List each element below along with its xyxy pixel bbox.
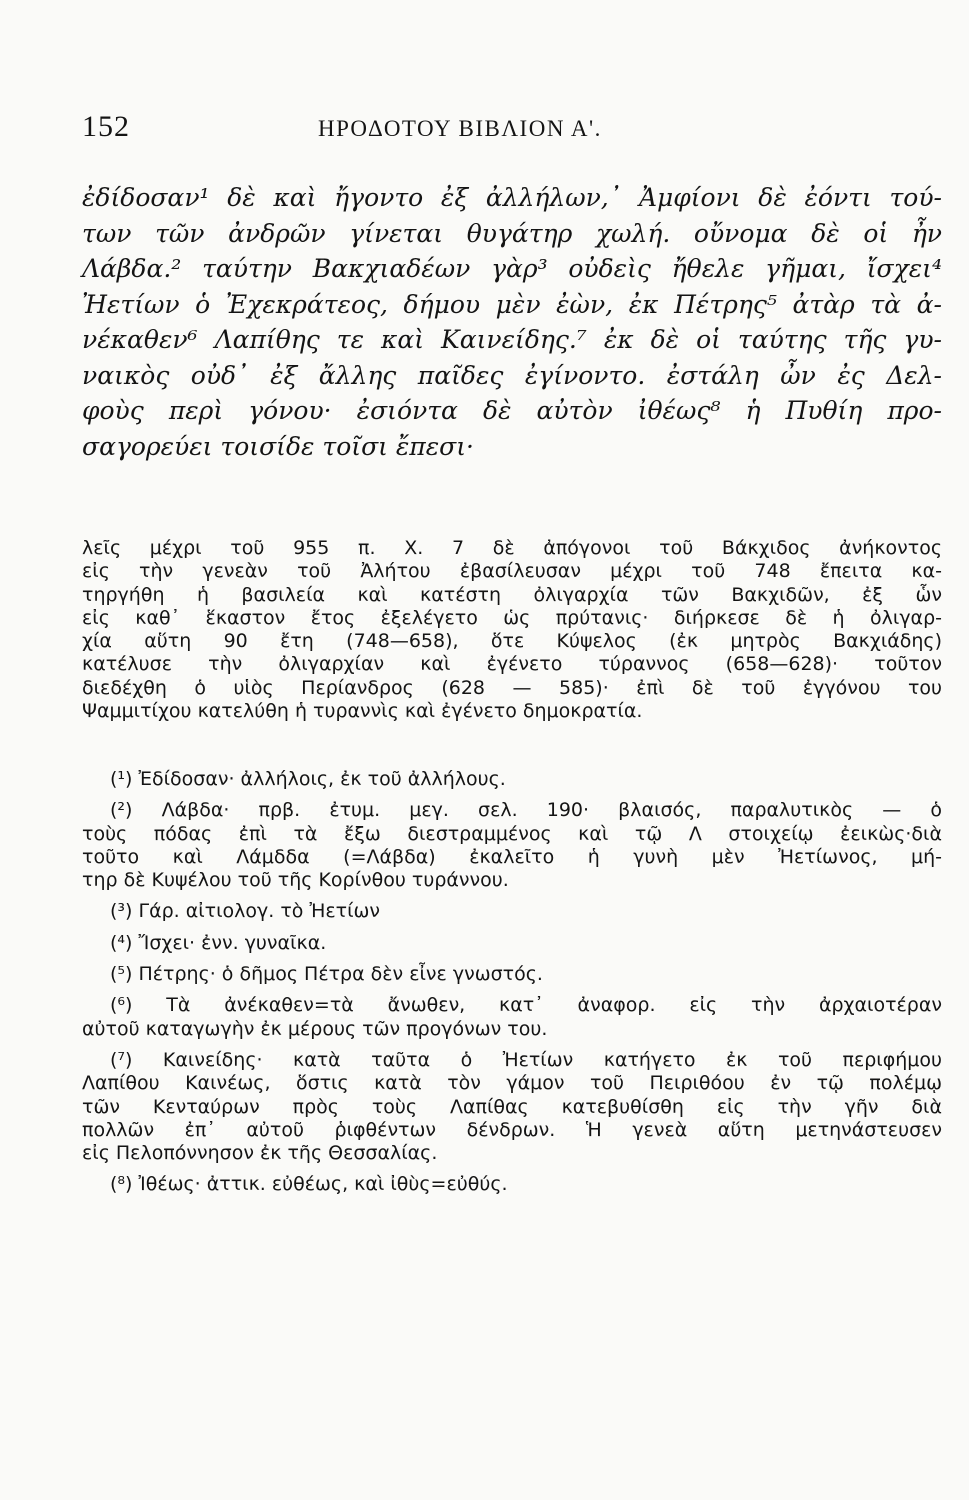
main-text-line: σαγορεύει τοισίδε τοῖσι ἔπεσι·	[82, 431, 474, 461]
main-text-line: Ἠετίων ὁ Ἐχεκράτεος, δήμου μὲν ἐὼν, ἐκ Πέτρης⁵ ἀτὰρ τὰ ἀ-	[82, 289, 942, 319]
footnotes	[82, 768, 942, 1205]
footnote-line: (⁴) Ἴσχει· ἐνν. γυναῖκα.	[110, 931, 327, 954]
footnote-line: εἰς Πελοπόννησον ἐκ τῆς Θεσσαλίας.	[82, 1142, 438, 1165]
footnote-line: (¹) Ἐδίδοσαν· ἀλλήλοις, ἐκ τοῦ ἀλλήλους.	[110, 768, 506, 790]
footnote-5	[82, 963, 942, 986]
footnote-2	[82, 799, 942, 892]
footnote-6	[82, 994, 942, 1041]
footnote-line: Λαπίθου Καινέως, ὅστις κατὰ τὸν γάμον τοῦ Πειριθόου ἐν τῷ πολέμῳ	[82, 1072, 942, 1095]
footnote-line: (²) Λάβδα· πρβ. ἐτυμ. μεγ. σελ. 190· βλαισός, παραλυτικὸς — ὁ	[110, 799, 942, 822]
footnote-line: (⁷) Καινείδης· κατὰ ταῦτα ὁ Ἠετίων κατήγετο ἐκ τοῦ περιφήμου	[110, 1048, 942, 1071]
main-text-line: Λάβδα.² ταύτην Βακχιαδέων γὰρ³ οὐδεὶς ἤθελε γῆμαι, ἴσχει⁴	[82, 254, 942, 283]
main-text-line: φοὺς περὶ γόνου· ἐσιόντα δὲ αὐτὸν ἰθέως⁸ ἡ Πυθίη προ-	[82, 396, 942, 425]
footnote-line: (⁵) Πέτρης· ὁ δῆμος Πέτρα δὲν εἶνε γνωστός.	[110, 963, 543, 986]
commentary-line: κατέλυσε τὴν ὀλιγαρχίαν καὶ ἐγένετο τύραννος (658—628)· τοῦτον	[82, 653, 942, 676]
footnote-line: (³) Γάρ. αἰτιολογ. τὸ Ἠετίων	[110, 900, 381, 923]
footnote-line: τῶν Κενταύρων πρὸς τοὺς Λαπίθας κατεβυθίσθη εἰς τὴν γῆν διὰ	[82, 1095, 942, 1118]
footnote-3	[82, 900, 942, 923]
commentary-line: τηργήθη ἡ βασιλεία καὶ κατέστη ὀλιγαρχία τῶν Βακχιδῶν, ἐξ ὧν	[82, 583, 942, 606]
main-text-line: των τῶν ἀνδρῶν γίνεται θυγάτηρ χωλή. οὔνομα δὲ οἱ ἦν	[82, 218, 942, 248]
page-header	[82, 110, 882, 150]
commentary-line: εἰς τὴν γενεὰν τοῦ Ἀλήτου ἐβασίλευσαν μέχρι τοῦ 748 ἔπειτα κα-	[82, 560, 942, 583]
footnote-line: πολλῶν ἐπ᾽ αὐτοῦ ῥιφθέντων δένδρων. Ἡ γενεὰ αὕτη μετηνάστευσεν	[82, 1118, 942, 1141]
footnote-4	[82, 932, 942, 955]
main-greek-text	[82, 180, 942, 464]
commentary-line: Ψαμμιτίχου κατελύθη ἡ τυραννὶς καὶ ἐγένετο δημοκρατία.	[82, 700, 643, 723]
footnote-line: (⁶) Τὰ ἀνέκαθεν=τὰ ἄνωθεν, κατ᾽ ἀναφορ. εἰς τὴν ἀρχαιοτέραν	[110, 994, 942, 1017]
main-text-line: νέκαθεν⁶ Λαπίθης τε καὶ Καινείδης.⁷ ἐκ δὲ οἱ ταύτης τῆς γυ-	[82, 325, 942, 354]
footnote-line: τοὺς πόδας ἐπὶ τὰ ἔξω διεστραμμένος καὶ τῷ Λ στοιχείῳ ἐεικὼς·διὰ	[82, 822, 942, 845]
footnote-line: αὐτοῦ καταγωγὴν ἐκ μέρους τῶν προγόνων του.	[82, 1017, 548, 1040]
commentary-line: χία αὕτη 90 ἔτη (748—658), ὅτε Κύψελος (ἐκ μητρὸς Βακχιάδης)	[82, 630, 942, 653]
footnote-1	[82, 768, 942, 791]
commentary-paragraph	[82, 537, 942, 723]
page-number: 152	[82, 110, 130, 143]
main-text-line: ἐδίδοσαν¹ δὲ καὶ ἤγοντο ἐξ ἀλλήλων,᾽ Ἀμφίονι δὲ ἐόντι τού-	[82, 183, 942, 212]
footnote-7	[82, 1049, 942, 1165]
footnote-line: τηρ δὲ Κυψέλου τοῦ τῆς Κορίνθου τυράννου.	[82, 869, 509, 892]
running-title: ΗΡΟΔΟΤΟΥ ΒΙΒΛΙΟΝ Α'.	[318, 116, 602, 141]
main-text-line: ναικὸς οὐδ᾽ ἐξ ἄλλης παῖδες ἐγίνοντο. ἐστάλη ὦν ἐς Δελ-	[82, 360, 942, 390]
footnote-8	[82, 1173, 942, 1196]
footnote-line: τοῦτο καὶ Λάμδδα (=Λάβδα) ἐκαλεῖτο ἡ γυνὴ μὲν Ἠετίωνος, μή-	[82, 845, 942, 868]
commentary-line: λεῖς μέχρι τοῦ 955 π. Χ. 7 δὲ ἀπόγονοι τοῦ Βάκχιδος ἀνήκοντος	[82, 537, 942, 559]
commentary-line: εἰς καθ᾽ ἕκαστον ἔτος ἐξελέγετο ὡς πρύτανις· διήρκεσε δὲ ἡ ὀλιγαρ-	[82, 606, 942, 629]
footnote-line: (⁸) Ἰθέως· ἀττικ. εὐθέως, καὶ ἰθὺς=εὐθύς.	[110, 1173, 508, 1196]
commentary-line: διεδέχθη ὁ υἱὸς Περίανδρος (628 — 585)· ἐπὶ δὲ τοῦ ἐγγόνου του	[82, 676, 942, 699]
